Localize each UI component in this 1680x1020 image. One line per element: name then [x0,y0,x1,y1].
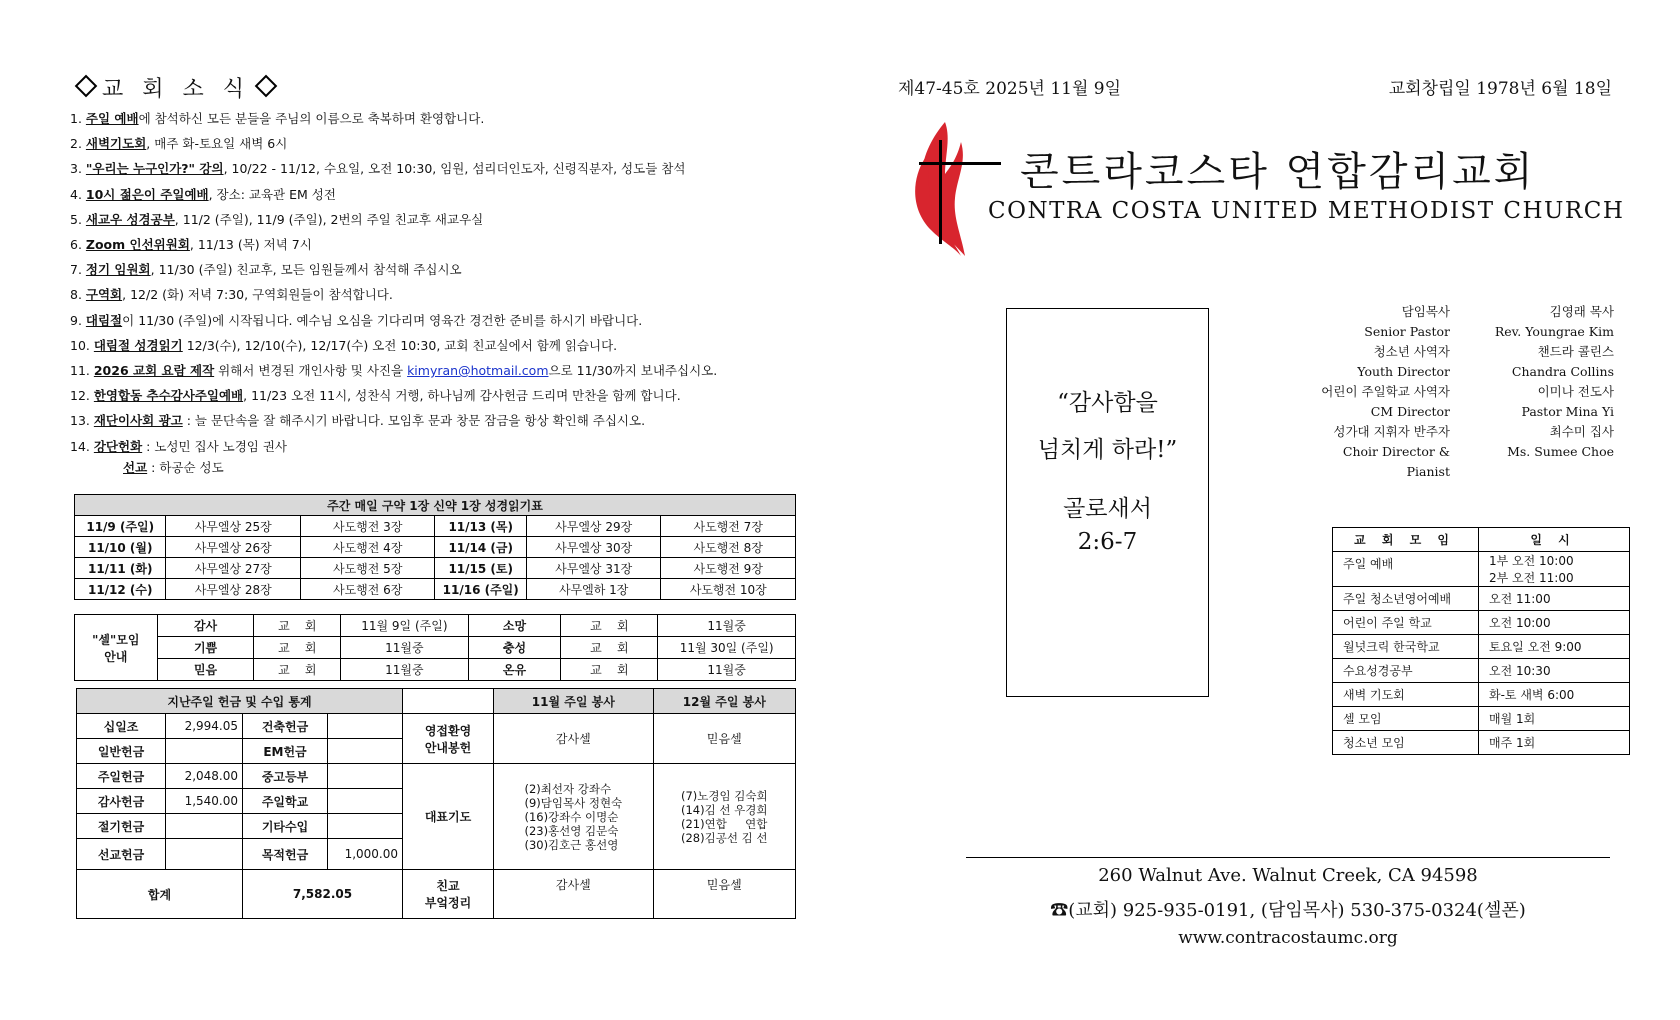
cell-group-label [75,615,158,681]
schedule-meeting: 셀 모임 [1333,707,1479,731]
welcome-label-2: 안내봉헌 [424,740,472,755]
bible-day: 11/11 (화) [75,558,166,579]
prayer-label: 대표기도 [403,764,494,870]
staff-row [1300,322,1614,342]
offering-value [166,814,243,839]
bible-reading: 사도행전 10장 [661,579,796,600]
offering-label: 십일조 [77,714,166,739]
news-item [70,358,810,383]
fellowship-dec: 믿음셀 [653,870,795,919]
cell-name: 온유 [468,659,561,681]
staff-name-korean: 최수미 집사 [1549,424,1614,439]
welcome-label [403,714,494,764]
cell-info: 11월중 [658,615,796,637]
staff-row [1300,302,1614,322]
news-item-text: 위해서 변경된 개인사항 및 사진을 [214,363,408,379]
cell-info: 11월중 [658,659,796,681]
prayer-dec [653,764,795,870]
cell-name: 충성 [468,637,561,659]
bible-row [75,516,796,537]
mission-key: 선교 [123,460,148,475]
bible-reading-table [74,494,796,600]
news-item-text: , 10/22 - 11/12, 수요일, 오전 10:30, 임원, 섬리더인도자, 신령직분자, 성도들 참석 [223,161,686,177]
bible-reading: 사무엘상 25장 [166,516,301,537]
cell-info: 11월중 [341,659,468,681]
offering-title: 지난주일 헌금 및 수입 통계 [77,689,403,714]
news-item-key: 새벽기도회 [85,136,147,152]
news-item-key: Zoom 인선위원회 [85,237,190,253]
diamond-icon [75,75,98,98]
cell-info: 교 회 [561,659,658,681]
cell-info: 교 회 [561,637,658,659]
staff-role-english: Choir Director & Pianist [1342,444,1450,479]
news-item [70,257,810,282]
church-name-korean: 콘트라코스타 연합감리교회 [1020,149,1536,195]
offering-label: 일반헌금 [77,739,166,764]
news-item-key: 주일 예배 [85,111,139,126]
staff-row [1300,402,1614,422]
schedule-meeting: 주일 예배 [1333,552,1479,587]
news-item-text: 으로 11/30까지 보내주십시오. [548,363,718,379]
verse-box [1006,308,1209,697]
offering-label: 기타수입 [243,814,328,839]
schedule-meeting: 월넛크릭 한국학교 [1333,635,1479,659]
verse-line-2: 넘치게 하라!” [1037,437,1178,463]
schedule-time: 매주 1회 [1479,731,1630,755]
prayer-entry: (23)홍선영 김문숙 [524,823,619,838]
staff-list [1300,302,1614,482]
church-phone: ☎(교회) 925-935-0191, (담임목사) 530-375-0324(셀폰) [1050,900,1526,921]
verse-reference-book: 골로새서 [1063,496,1152,522]
bible-reading: 사무엘상 28장 [166,579,301,600]
verse-line-1: “감사함을 [1057,390,1158,416]
news-item-number: 9. [70,312,86,328]
cell-row [75,637,796,659]
news-item-key: 한영합동 추수감사주일예배 [93,388,244,404]
bible-reading: 사도행전 4장 [300,537,435,558]
news-item [70,106,810,131]
cell-name: 소망 [468,615,561,637]
news-item-key: 10시 젊은이 주일예배 [85,186,209,202]
news-item-text: 12/3(수), 12/10(수), 12/17(수) 오전 10:30, 교회 친교실에서 함께 읽습니다. [182,337,618,353]
staff-role-korean: 담임목사 [1401,304,1450,319]
cell-group-label-2: 안내 [104,649,128,664]
staff-row [1300,362,1614,382]
prayer-entry: (28)김공선 김 선 [681,830,768,845]
fellowship-label [403,870,494,919]
news-item [70,308,810,333]
offering-value [328,739,403,764]
bible-reading: 사도행전 6장 [300,579,435,600]
dec-service-title: 12월 주일 봉사 [653,689,795,714]
nov-service-title: 11월 주일 봉사 [494,689,654,714]
news-item-text: , 11/30 (주일) 친교후, 모든 임원들께서 참석해 주십시오 [150,262,462,278]
bible-reading: 사도행전 5장 [300,558,435,579]
founded-line: 교회창립일 1978년 6월 18일 [1388,79,1612,99]
offering-value [328,714,403,739]
bible-reading: 사무엘상 26장 [166,537,301,558]
schedule-time: 오전 10:00 [1479,611,1630,635]
prayer-entry: (30)김호근 홍선영 [524,837,619,852]
bible-row [75,558,796,579]
cell-info: 11월 9일 (주일) [341,615,468,637]
bible-day: 11/10 (월) [75,537,166,558]
bible-reading: 사무엘상 29장 [526,516,661,537]
bible-day: 11/12 (수) [75,579,166,600]
church-schedule-table [1332,527,1630,755]
schedule-meeting: 청소년 모임 [1333,731,1479,755]
news-item-key: 재단이사회 광고 [93,413,183,429]
news-item [70,383,810,408]
church-website[interactable]: www.contracostaumc.org [1178,928,1398,948]
offering-label: 목적헌금 [243,839,328,870]
bible-day: 11/16 (주일) [435,579,526,600]
cell-row [75,659,796,681]
mission-text: : 하공순 성도 [147,460,224,475]
schedule-time: 오전 10:30 [1479,659,1630,683]
news-item-key: 구역회 [85,287,123,303]
staff-role-korean: 어린이 주일학교 사역자 [1321,384,1450,399]
staff-name-korean: 챈드라 콜린스 [1537,344,1614,359]
prayer-entry: (14)김 선 우경희 [681,802,768,817]
schedule-row [1333,731,1630,755]
news-item-key: 정기 임원회 [85,262,151,278]
staff-name-english: Ms. Sumee Choe [1507,444,1614,459]
news-item [70,333,810,358]
offering-label: 절기헌금 [77,814,166,839]
news-item [70,182,810,207]
bible-row [75,537,796,558]
news-item-key: 강단헌화 [93,438,143,454]
offering-value [328,764,403,789]
news-item-number: 10. [70,337,94,353]
schedule-time: 1부 오전 10:00 2부 오전 11:00 [1479,552,1630,587]
news-title-text: 교 회 소 식 [102,77,250,102]
fellowship-label-2: 부엌정리 [424,896,472,910]
news-item-text: , 매주 화-토요일 새벽 6시 [146,136,288,152]
staff-row [1300,422,1614,442]
schedule-row [1333,552,1630,587]
news-item-text: , 장소: 교육관 EM 성전 [208,186,336,202]
cell-info: 11월 30일 (주일) [658,637,796,659]
total-label: 합계 [77,870,243,919]
church-address: 260 Walnut Ave. Walnut Creek, CA 94598 [1098,865,1478,886]
staff-name-korean: 이미나 전도사 [1537,384,1614,399]
offering-label: 선교헌금 [77,839,166,870]
news-item-number: 7. [70,262,86,278]
welcome-label-1: 영접환영 [424,723,472,738]
bible-reading: 사도행전 8장 [661,537,796,558]
schedule-meeting: 주일 청소년영어예배 [1333,587,1479,611]
news-item-text: 이 11/30 (주일)에 시작됩니다. 예수님 오심을 기다리며 영육간 경건한 준비를 하시기 바랍니다. [122,312,643,328]
schedule-row [1333,707,1630,731]
offering-value: 2,048.00 [166,764,243,789]
welcome-dec: 믿음셀 [653,714,795,764]
schedule-meeting: 새벽 기도회 [1333,683,1479,707]
news-item [70,408,810,433]
offering-value: 1,000.00 [328,839,403,870]
schedule-row [1333,683,1630,707]
mission-line [123,458,224,476]
schedule-header-meeting: 교 회 모 임 [1333,528,1479,552]
cell-meeting-table [74,614,796,681]
news-item [70,156,810,181]
prayer-entry: (2)최선자 강좌수 [524,781,612,796]
news-item-number: 6. [70,237,86,253]
cell-info: 11월중 [341,637,468,659]
news-item-number: 1. [70,111,86,126]
staff-name-english: Rev. Youngrae Kim [1494,324,1614,339]
news-item-number: 4. [70,186,86,202]
offering-table [76,688,796,919]
staff-row [1300,382,1614,402]
staff-role-english: CM Director [1370,404,1450,419]
cell-info: 교 회 [254,615,341,637]
news-item-text: , 12/2 (화) 저녁 7:30, 구역회원들이 참석합니다. [122,287,393,303]
offering-label: 중고등부 [243,764,328,789]
schedule-row [1333,611,1630,635]
fellowship-label-1: 친교 [436,879,460,893]
bible-day: 11/15 (토) [435,558,526,579]
schedule-time: 화-토 새벽 6:00 [1479,683,1630,707]
offering-value: 1,540.00 [166,789,243,814]
cell-info: 교 회 [254,659,341,681]
offering-label: 주일헌금 [77,764,166,789]
bible-row [75,579,796,600]
news-item-key: 대림절 성경읽기 [93,337,183,353]
schedule-time: 매월 1회 [1479,707,1630,731]
cross-and-flame-logo [905,118,1005,260]
prayer-entry: (16)강좌수 이명순 [524,809,619,824]
bible-table-title: 주간 매일 구약 1장 신약 1장 성경읽기표 [75,495,796,516]
news-item [70,232,810,257]
cell-name: 기쁨 [157,637,254,659]
news-item-number: 3. [70,161,86,177]
news-item-text: , 11/23 오전 11시, 성찬식 거행, 하나님께 감사헌금 드리며 만찬을 함께 합니다. [243,388,681,404]
news-item-text: : 늘 문단속을 잘 해주시기 바랍니다. 모임후 문과 창문 잠금을 항상 확인해 주십시오. [182,413,646,429]
offering-label: 감사헌금 [77,789,166,814]
schedule-meeting: 어린이 주일 학교 [1333,611,1479,635]
news-item-number: 8. [70,287,86,303]
staff-role-english: Senior Pastor [1364,324,1450,339]
bible-day: 11/13 (목) [435,516,526,537]
staff-name-english: Chandra Collins [1511,364,1614,379]
cell-info: 교 회 [561,615,658,637]
bible-day: 11/9 (주일) [75,516,166,537]
news-item [70,207,810,232]
fellowship-nov: 감사셀 [494,870,654,919]
schedule-row [1333,587,1630,611]
offering-label: 건축헌금 [243,714,328,739]
email-link[interactable]: kimyran@hotmail.com [407,363,549,379]
bible-reading: 사무엘상 27장 [166,558,301,579]
news-item-key: 대림절 [85,312,123,328]
footer-divider [966,857,1610,858]
offering-value [328,789,403,814]
bible-day: 11/14 (금) [435,537,526,558]
cell-info: 교 회 [254,637,341,659]
staff-role-korean: 청소년 사역자 [1373,344,1450,359]
news-item-number: 2. [70,136,86,152]
news-item-text: , 11/13 (목) 저녁 7시 [189,237,312,253]
bible-reading: 사도행전 7장 [661,516,796,537]
news-item [70,282,810,307]
news-item-number: 5. [70,211,86,227]
staff-name-english: Pastor Mina Yi [1521,404,1614,419]
church-name-english: CONTRA COSTA UNITED METHODIST CHURCH [988,198,1625,224]
offering-value [166,839,243,870]
welcome-nov: 감사셀 [494,714,654,764]
total-value: 7,582.05 [243,870,403,919]
offering-value: 2,994.05 [166,714,243,739]
cell-name: 믿음 [157,659,254,681]
verse-reference-chapter: 2:6-7 [1077,529,1138,555]
news-item-number: 13. [70,413,94,429]
staff-row [1300,442,1614,482]
blank-cell [403,689,494,714]
cell-group-label-1: "셀"모임 [92,632,140,647]
schedule-time: 오전 11:00 [1479,587,1630,611]
news-list [70,106,810,459]
news-item-number: 11. [70,363,94,379]
offering-label: 주일학교 [243,789,328,814]
news-item-key: 2026 교회 요람 제작 [93,363,215,379]
prayer-nov [494,764,654,870]
bible-reading: 사무엘상 31장 [526,558,661,579]
bible-reading: 사무엘하 1장 [526,579,661,600]
prayer-entry: (9)담임목사 정현숙 [524,795,623,810]
news-item-key: "우리는 누구인가?" 강의 [85,161,224,177]
news-item-text: : 노성민 집사 노경임 권사 [142,438,288,454]
news-item-text: 에 참석하신 모든 분들을 주님의 이름으로 축복하며 환영합니다. [138,111,485,126]
news-item-key: 새교우 성경공부 [85,211,175,227]
staff-role-korean: 성가대 지휘자 반주자 [1333,424,1450,439]
diamond-icon [255,75,278,98]
cell-row [75,615,796,637]
offering-value [166,739,243,764]
schedule-row [1333,635,1630,659]
news-item-text: , 11/2 (주일), 11/9 (주일), 2번의 주일 친교후 새교우실 [174,211,484,227]
news-item [70,434,810,459]
offering-value [328,814,403,839]
staff-role-english: Youth Director [1357,364,1450,379]
cell-name: 감사 [157,615,254,637]
schedule-time: 토요일 오전 9:00 [1479,635,1630,659]
staff-row [1300,342,1614,362]
bible-reading: 사무엘상 30장 [526,537,661,558]
schedule-row [1333,659,1630,683]
schedule-header-time: 일 시 [1479,528,1630,552]
prayer-entry: (21)연합 연합 [681,816,768,831]
news-item [70,131,810,156]
offering-label: EM헌금 [243,739,328,764]
staff-name-korean: 김영래 목사 [1549,304,1614,319]
news-title [70,72,282,103]
bible-reading: 사도행전 9장 [661,558,796,579]
prayer-entry: (7)노경임 김숙희 [681,788,768,803]
news-item-number: 12. [70,388,94,404]
schedule-meeting: 수요성경공부 [1333,659,1479,683]
news-item-number: 14. [70,438,94,454]
issue-line: 제47-45호 2025년 11월 9일 [898,79,1122,99]
bible-reading: 사도행전 3장 [300,516,435,537]
